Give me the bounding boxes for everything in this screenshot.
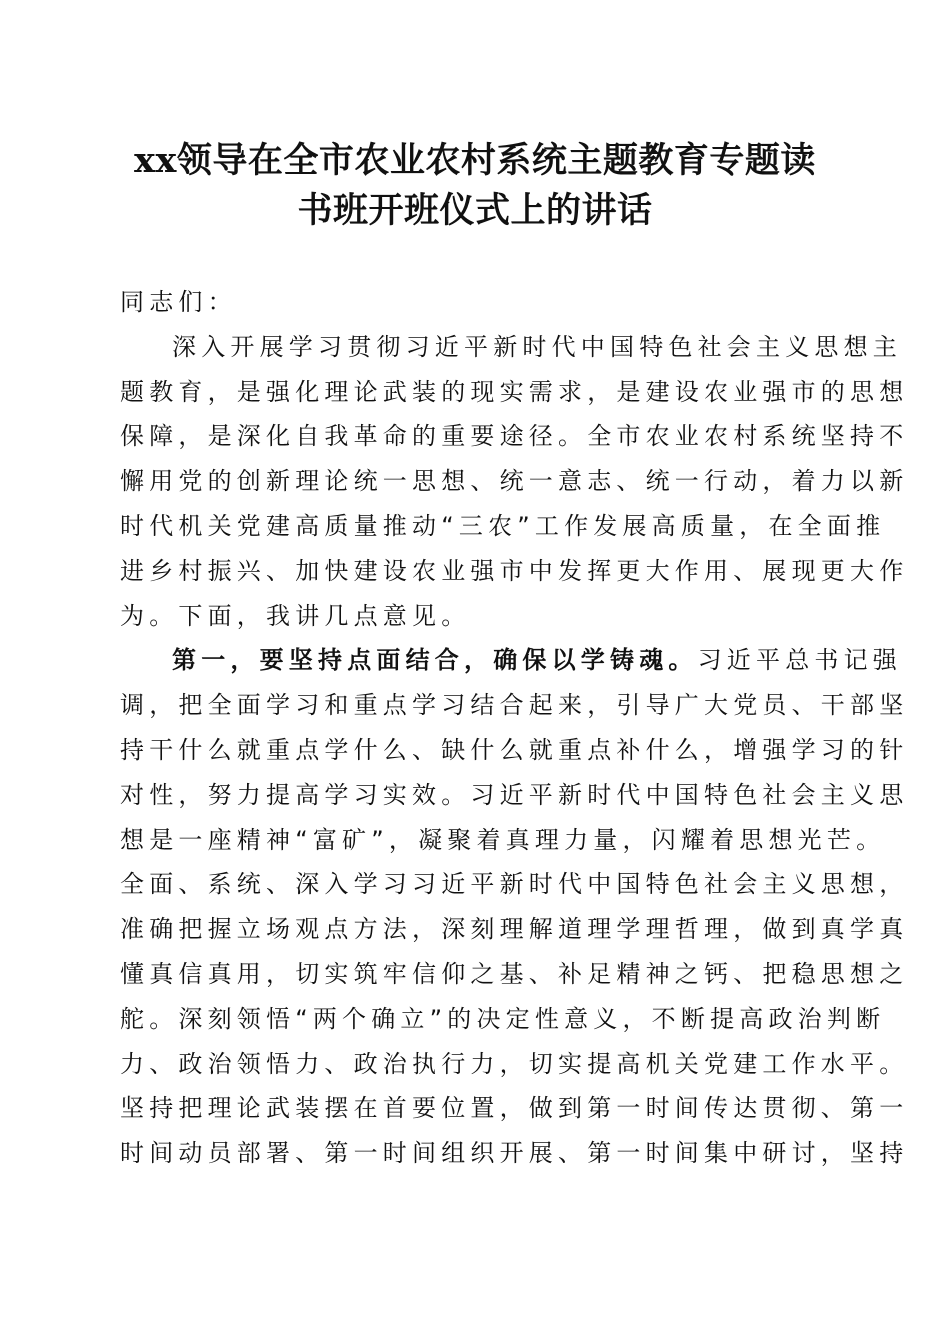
title-line-2: 书班开班仪式上的讲话 — [297, 190, 653, 231]
salutation-text: 同志们： — [120, 288, 237, 316]
paragraph-2-line: 调，把全面学习和重点学习结合起来，引导广大党员、干部坚 — [120, 691, 909, 720]
paragraph-2-first-line-rest: 习近平总书记强 — [697, 646, 903, 675]
paragraph-2-line: 全面、系统、深入学习习近平新时代中国特色社会主义思想， — [120, 870, 909, 899]
paragraph-2-heading: 第一，要坚持点面结合，确保以学铸魂。 — [172, 646, 698, 675]
paragraph-1 — [120, 325, 909, 639]
paragraph-1-line: 懈用党的创新理论统一思想、统一意志、统一行动，着力以新 — [120, 467, 909, 496]
paragraph-2 — [120, 638, 909, 1176]
document-body — [120, 280, 909, 1176]
paragraph-2-line: 准确把握立场观点方法，深刻理解道理学理哲理，做到真学真 — [120, 915, 909, 944]
paragraph-2-line: 对性，努力提高学习实效。习近平新时代中国特色社会主义思 — [120, 780, 909, 809]
document-title — [100, 136, 850, 236]
paragraph-1-line: 保障，是深化自我革命的重要途径。全市农业农村系统坚持不 — [120, 422, 909, 451]
salutation — [120, 280, 825, 325]
paragraph-1-line: 深入开展学习贯彻习近平新时代中国特色社会主义思想主 — [172, 332, 902, 361]
paragraph-2-line: 懂真信真用，切实筑牢信仰之基、补足精神之钙、把稳思想之 — [120, 959, 909, 988]
paragraph-2-line: 持干什么就重点学什么、缺什么就重点补什么，增强学习的针 — [120, 735, 909, 764]
paragraph-2-line: 舵。深刻领悟“两个确立”的决定性意义，不断提高政治判断 — [120, 1004, 886, 1033]
paragraph-1-line: 为。下面，我讲几点意见。 — [120, 601, 471, 630]
paragraph-2-line: 力、政治领悟力、政治执行力，切实提高机关党建工作水平。 — [120, 1049, 909, 1078]
paragraph-2-first-line — [120, 638, 903, 683]
title-line-1: xx领导在全市农业农村系统主题教育专题读 — [134, 140, 816, 181]
paragraph-1-line: 时代机关党建高质量推动“三农”工作发展高质量，在全面推 — [120, 511, 886, 540]
paragraph-2-line: 时间动员部署、第一时间组织开展、第一时间集中研讨，坚持 — [120, 1139, 909, 1168]
paragraph-2-line: 想是一座精神“富矿”，凝聚着真理力量，闪耀着思想光芒。 — [120, 825, 886, 854]
paragraph-1-line: 题教育，是强化理论武装的现实需求，是建设农业强市的思想 — [120, 377, 909, 406]
paragraph-2-line: 坚持把理论武装摆在首要位置，做到第一时间传达贯彻、第一 — [120, 1094, 909, 1123]
paragraph-1-line: 进乡村振兴、加快建设农业强市中发挥更大作用、展现更大作 — [120, 556, 909, 585]
